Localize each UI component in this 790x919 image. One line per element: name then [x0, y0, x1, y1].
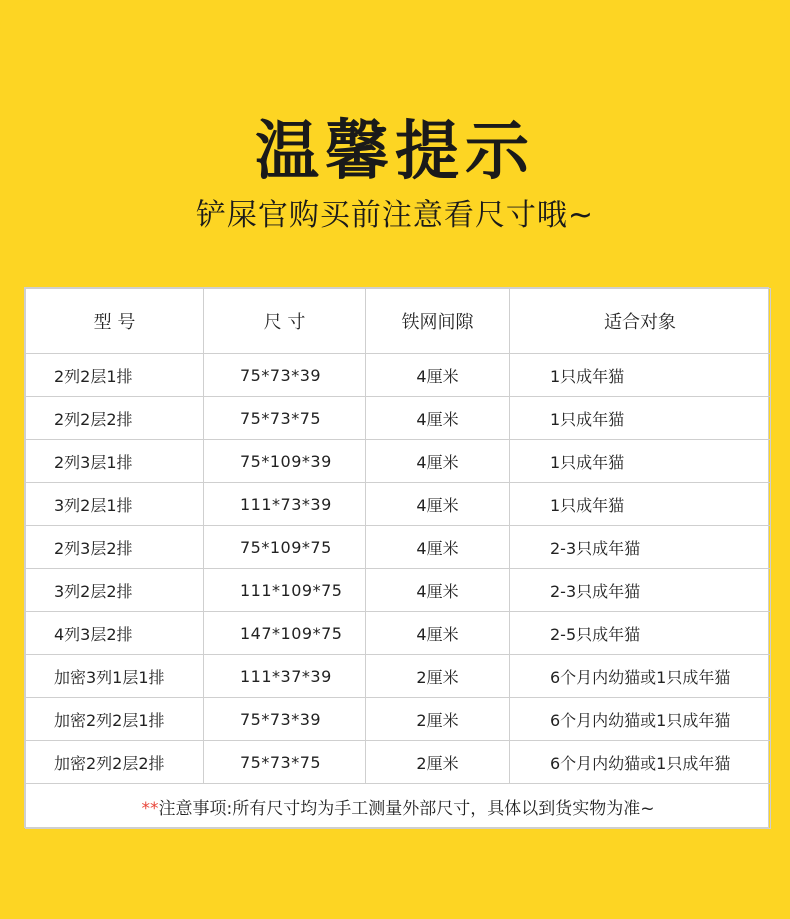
size-table [25, 288, 771, 829]
header-size: 尺 寸 [204, 289, 366, 354]
table-header-row [26, 289, 771, 354]
table-row [26, 483, 771, 526]
note-marker: ** [141, 798, 159, 819]
cell-model: 加密3列1层1排 [26, 655, 204, 698]
header-model: 型 号 [26, 289, 204, 354]
cell-size: 75*109*39 [204, 440, 366, 483]
page-title: 温馨提示 [255, 114, 535, 189]
table-row [26, 612, 771, 655]
cell-gap: 4厘米 [366, 483, 510, 526]
cell-gap: 4厘米 [366, 354, 510, 397]
cell-gap: 4厘米 [366, 440, 510, 483]
cell-target: 2-3只成年猫 [510, 569, 771, 612]
header-target: 适合对象 [510, 289, 771, 354]
cell-target: 1只成年猫 [510, 397, 771, 440]
cell-size: 75*73*39 [204, 354, 366, 397]
cell-size: 147*109*75 [204, 612, 366, 655]
note-text: 注意事项:所有尺寸均为手工测量外部尺寸，具体以到货实物为准~ [158, 798, 655, 819]
header-gap: 铁网间隙 [366, 289, 510, 354]
note-cell [26, 784, 771, 829]
cell-size: 75*109*75 [204, 526, 366, 569]
cell-target: 1只成年猫 [510, 440, 771, 483]
table-row [26, 741, 771, 784]
cell-gap: 4厘米 [366, 397, 510, 440]
cell-model: 3列2层2排 [26, 569, 204, 612]
cell-target: 2-3只成年猫 [510, 526, 771, 569]
cell-target: 6个月内幼猫或1只成年猫 [510, 741, 771, 784]
page-subtitle: 铲屎官购买前注意看尺寸哦~ [195, 198, 595, 233]
cell-size: 75*73*39 [204, 698, 366, 741]
cell-gap: 2厘米 [366, 698, 510, 741]
cell-model: 3列2层1排 [26, 483, 204, 526]
size-table-panel [24, 287, 769, 828]
cell-size: 111*109*75 [204, 569, 366, 612]
cell-target: 6个月内幼猫或1只成年猫 [510, 698, 771, 741]
cell-target: 1只成年猫 [510, 483, 771, 526]
cell-size: 75*73*75 [204, 397, 366, 440]
table-row [26, 526, 771, 569]
table-row [26, 397, 771, 440]
cell-target: 6个月内幼猫或1只成年猫 [510, 655, 771, 698]
table-row [26, 440, 771, 483]
cell-size: 75*73*75 [204, 741, 366, 784]
cell-model: 4列3层2排 [26, 612, 204, 655]
table-row [26, 655, 771, 698]
cell-model: 2列2层1排 [26, 354, 204, 397]
cell-size: 111*37*39 [204, 655, 366, 698]
cell-model: 2列3层1排 [26, 440, 204, 483]
cell-gap: 4厘米 [366, 526, 510, 569]
table-row [26, 354, 771, 397]
cell-target: 2-5只成年猫 [510, 612, 771, 655]
cell-model: 2列2层2排 [26, 397, 204, 440]
cell-size: 111*73*39 [204, 483, 366, 526]
cell-gap: 2厘米 [366, 741, 510, 784]
cell-model: 2列3层2排 [26, 526, 204, 569]
cell-model: 加密2列2层1排 [26, 698, 204, 741]
cell-gap: 4厘米 [366, 612, 510, 655]
cell-target: 1只成年猫 [510, 354, 771, 397]
cell-gap: 2厘米 [366, 655, 510, 698]
cell-model: 加密2列2层2排 [26, 741, 204, 784]
cell-gap: 4厘米 [366, 569, 510, 612]
table-row [26, 698, 771, 741]
table-row [26, 569, 771, 612]
note-row [26, 784, 771, 829]
